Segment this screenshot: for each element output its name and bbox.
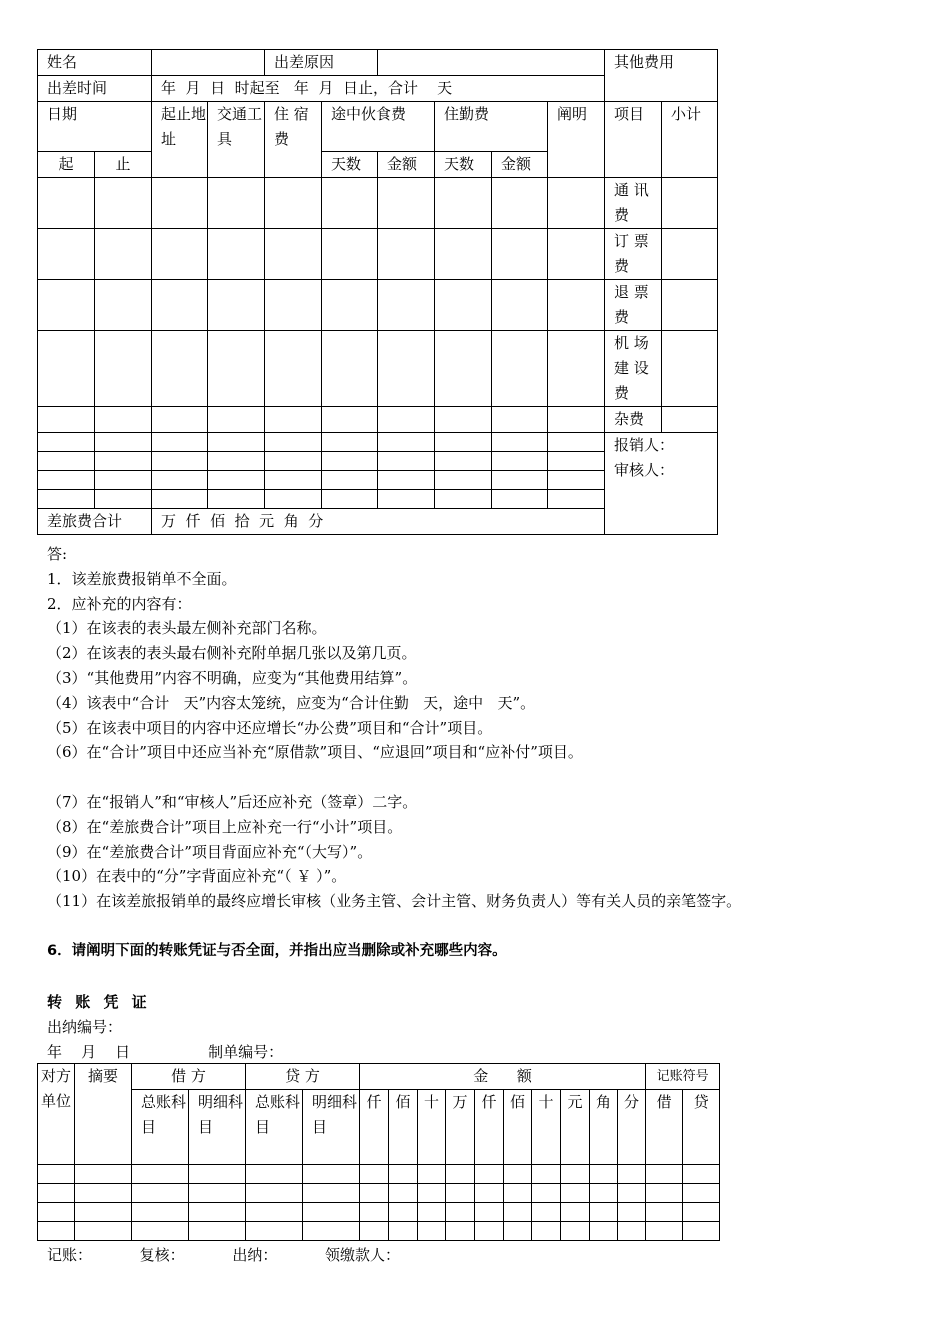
voucher-cell[interactable] bbox=[303, 1222, 360, 1241]
data-cell[interactable] bbox=[548, 452, 605, 471]
data-cell[interactable] bbox=[492, 178, 548, 229]
subtotal-cell[interactable] bbox=[662, 178, 718, 229]
summary-header: 摘要 bbox=[75, 1064, 132, 1165]
voucher-cell[interactable] bbox=[504, 1203, 532, 1222]
other-item-booking: 订 票 费 bbox=[605, 229, 662, 280]
subtotal-cell[interactable] bbox=[662, 407, 718, 433]
voucher-header bbox=[47, 990, 283, 1065]
answer-line: （9）在“差旅费合计”项目背面应补充“（大写）”。 bbox=[47, 842, 373, 861]
debit-header: 借 方 bbox=[132, 1064, 246, 1090]
data-cell[interactable] bbox=[378, 229, 435, 280]
data-cell[interactable] bbox=[265, 178, 322, 229]
answer-line: 1．该差旅费报销单不全面。 bbox=[47, 569, 237, 588]
digit-header: 仟 bbox=[475, 1090, 504, 1165]
voucher-cell[interactable] bbox=[532, 1165, 561, 1184]
subtotal-header: 小计 bbox=[662, 102, 718, 178]
data-cell[interactable] bbox=[378, 471, 435, 490]
data-cell[interactable] bbox=[208, 471, 265, 490]
answer-line: （10）在表中的“分”字背面应补充“（ ￥ ）”。 bbox=[47, 867, 347, 886]
other-item-misc: 杂费 bbox=[605, 407, 662, 433]
data-cell[interactable] bbox=[265, 471, 322, 490]
data-cell[interactable] bbox=[265, 490, 322, 509]
other-expenses-label: 其他费用 bbox=[605, 50, 718, 102]
digit-header: 仟 bbox=[360, 1090, 389, 1165]
meal-header: 途中伙食费 bbox=[322, 102, 435, 152]
subtotal-cell[interactable] bbox=[662, 280, 718, 331]
mark-debit-header: 借 bbox=[646, 1090, 683, 1165]
data-cell[interactable] bbox=[208, 490, 265, 509]
voucher-cell[interactable] bbox=[561, 1165, 590, 1184]
data-cell[interactable] bbox=[435, 331, 492, 407]
data-cell[interactable] bbox=[38, 280, 95, 331]
voucher-cell[interactable] bbox=[561, 1222, 590, 1241]
data-cell[interactable] bbox=[322, 407, 378, 433]
answer-line: （4）该表中“合计 天”内容太笼统，应变为“合计住勤 天，途中 天”。 bbox=[47, 693, 536, 712]
data-cell[interactable] bbox=[548, 407, 605, 433]
data-cell[interactable] bbox=[322, 178, 378, 229]
credit-detail-account: 明细科目 bbox=[303, 1090, 360, 1165]
data-cell[interactable] bbox=[322, 471, 378, 490]
data-cell[interactable] bbox=[208, 178, 265, 229]
data-cell[interactable] bbox=[378, 280, 435, 331]
meal-days-header: 天数 bbox=[322, 152, 378, 178]
voucher-cell[interactable] bbox=[38, 1203, 75, 1222]
voucher-cell[interactable] bbox=[561, 1203, 590, 1222]
data-cell[interactable] bbox=[322, 433, 378, 452]
data-cell[interactable] bbox=[378, 433, 435, 452]
data-cell[interactable] bbox=[548, 471, 605, 490]
data-cell[interactable] bbox=[378, 331, 435, 407]
data-cell[interactable] bbox=[95, 471, 152, 490]
voucher-cell[interactable] bbox=[38, 1222, 75, 1241]
voucher-cell[interactable] bbox=[504, 1165, 532, 1184]
voucher-cell[interactable] bbox=[389, 1203, 418, 1222]
data-cell[interactable] bbox=[322, 229, 378, 280]
data-cell[interactable] bbox=[378, 407, 435, 433]
voucher-cell[interactable] bbox=[38, 1184, 75, 1203]
digit-header: 角 bbox=[590, 1090, 618, 1165]
data-cell[interactable] bbox=[38, 490, 95, 509]
voucher-cell[interactable] bbox=[646, 1222, 683, 1241]
voucher-cell[interactable] bbox=[532, 1222, 561, 1241]
data-cell[interactable] bbox=[152, 280, 208, 331]
data-cell[interactable] bbox=[548, 433, 605, 452]
data-cell[interactable] bbox=[38, 178, 95, 229]
voucher-cell[interactable] bbox=[132, 1184, 189, 1203]
question-6: 6．请阐明下面的转账凭证与否全面，并指出应当删除或补充哪些内容。 bbox=[47, 943, 507, 959]
address-header: 起止地址 bbox=[152, 102, 208, 178]
data-cell[interactable] bbox=[378, 490, 435, 509]
answer-section bbox=[47, 542, 927, 914]
data-cell[interactable] bbox=[322, 452, 378, 471]
voucher-cell[interactable] bbox=[683, 1165, 720, 1184]
voucher-cell[interactable] bbox=[389, 1184, 418, 1203]
voucher-cell[interactable] bbox=[360, 1203, 389, 1222]
data-cell[interactable] bbox=[208, 433, 265, 452]
data-cell[interactable] bbox=[492, 331, 548, 407]
digit-header: 佰 bbox=[389, 1090, 418, 1165]
data-cell[interactable] bbox=[38, 229, 95, 280]
data-cell[interactable] bbox=[492, 471, 548, 490]
answer-line: 2．应补充的内容有： bbox=[47, 594, 192, 613]
voucher-cell[interactable] bbox=[418, 1184, 446, 1203]
voucher-cell[interactable] bbox=[504, 1184, 532, 1203]
amount-header: 金 额 bbox=[360, 1064, 646, 1090]
data-cell[interactable] bbox=[548, 490, 605, 509]
voucher-cell[interactable] bbox=[646, 1184, 683, 1203]
data-cell[interactable] bbox=[265, 407, 322, 433]
work-amount-header: 金额 bbox=[492, 152, 548, 178]
answer-line: （6）在“合计”项目中还应当补充“原借款”项目、“应退回”项目和“应补付”项目。 bbox=[47, 743, 583, 762]
digit-header: 分 bbox=[618, 1090, 646, 1165]
voucher-cell[interactable] bbox=[532, 1184, 561, 1203]
voucher-cell[interactable] bbox=[360, 1165, 389, 1184]
voucher-cell[interactable] bbox=[475, 1222, 504, 1241]
data-cell[interactable] bbox=[265, 280, 322, 331]
reason-label: 出差原因 bbox=[265, 50, 378, 76]
data-cell[interactable] bbox=[492, 452, 548, 471]
data-cell[interactable] bbox=[152, 471, 208, 490]
end-header: 止 bbox=[95, 152, 152, 178]
reason-value[interactable] bbox=[378, 50, 605, 76]
voucher-cell[interactable] bbox=[246, 1184, 303, 1203]
voucher-cell[interactable] bbox=[475, 1165, 504, 1184]
data-cell[interactable] bbox=[38, 433, 95, 452]
subtotal-cell[interactable] bbox=[662, 331, 718, 407]
voucher-cell[interactable] bbox=[446, 1222, 475, 1241]
voucher-cell[interactable] bbox=[303, 1203, 360, 1222]
voucher-cell[interactable] bbox=[246, 1165, 303, 1184]
data-cell[interactable] bbox=[435, 178, 492, 229]
data-cell[interactable] bbox=[492, 229, 548, 280]
data-cell[interactable] bbox=[435, 490, 492, 509]
data-cell[interactable] bbox=[435, 407, 492, 433]
date-header: 日期 bbox=[38, 102, 152, 152]
voucher-cell[interactable] bbox=[590, 1165, 618, 1184]
answer-line: （2）在该表的表头最右侧补充附单据几张以及第几页。 bbox=[47, 644, 417, 663]
voucher-cell[interactable] bbox=[246, 1222, 303, 1241]
voucher-cell[interactable] bbox=[590, 1184, 618, 1203]
voucher-cell[interactable] bbox=[38, 1165, 75, 1184]
data-cell[interactable] bbox=[208, 280, 265, 331]
data-cell[interactable] bbox=[38, 331, 95, 407]
data-cell[interactable] bbox=[152, 490, 208, 509]
blank-line bbox=[47, 765, 927, 790]
voucher-cell[interactable] bbox=[504, 1222, 532, 1241]
data-cell[interactable] bbox=[265, 331, 322, 407]
voucher-cell[interactable] bbox=[189, 1203, 246, 1222]
data-cell[interactable] bbox=[95, 178, 152, 229]
voucher-cell[interactable] bbox=[132, 1165, 189, 1184]
data-cell[interactable] bbox=[378, 452, 435, 471]
start-header: 起 bbox=[38, 152, 95, 178]
data-cell[interactable] bbox=[548, 280, 605, 331]
travel-expense-form bbox=[37, 49, 718, 535]
claimant-label: 报销人： bbox=[614, 436, 675, 454]
answer-line: （7）在“报销人”和“审核人”后还应补充（签章）二字。 bbox=[47, 792, 418, 811]
data-cell[interactable] bbox=[95, 280, 152, 331]
voucher-cell[interactable] bbox=[618, 1222, 646, 1241]
voucher-date: 年 月 日 bbox=[47, 1043, 131, 1061]
explain-header: 阐明 bbox=[548, 102, 605, 178]
data-cell[interactable] bbox=[265, 433, 322, 452]
make-number: 制单编号： bbox=[208, 1043, 284, 1061]
voucher-cell[interactable] bbox=[683, 1203, 720, 1222]
mark-header: 记账符号 bbox=[646, 1064, 720, 1090]
voucher-cell[interactable] bbox=[646, 1203, 683, 1222]
mark-credit-header: 贷 bbox=[683, 1090, 720, 1165]
trip-time-value: 年 月 日 时起至 年 月 日止，合计 天 bbox=[152, 76, 605, 102]
voucher-cell[interactable] bbox=[532, 1203, 561, 1222]
meal-amount-header: 金额 bbox=[378, 152, 435, 178]
voucher-cell[interactable] bbox=[475, 1184, 504, 1203]
signature-box bbox=[605, 433, 718, 535]
data-cell[interactable] bbox=[322, 280, 378, 331]
data-cell[interactable] bbox=[95, 490, 152, 509]
name-value[interactable] bbox=[152, 50, 265, 76]
data-cell[interactable] bbox=[435, 280, 492, 331]
cashier-number: 出纳编号： bbox=[47, 1018, 123, 1036]
voucher-cell[interactable] bbox=[75, 1222, 132, 1241]
data-cell[interactable] bbox=[548, 331, 605, 407]
answer-line: 答: bbox=[47, 545, 68, 563]
data-cell[interactable] bbox=[322, 490, 378, 509]
data-cell[interactable] bbox=[435, 471, 492, 490]
voucher-cell[interactable] bbox=[618, 1203, 646, 1222]
voucher-cell[interactable] bbox=[303, 1184, 360, 1203]
voucher-cell[interactable] bbox=[246, 1203, 303, 1222]
data-cell[interactable] bbox=[152, 229, 208, 280]
data-cell[interactable] bbox=[492, 490, 548, 509]
voucher-cell[interactable] bbox=[360, 1184, 389, 1203]
data-cell[interactable] bbox=[38, 407, 95, 433]
transfer-voucher-table bbox=[37, 1063, 720, 1241]
data-cell[interactable] bbox=[38, 452, 95, 471]
data-cell[interactable] bbox=[435, 229, 492, 280]
data-cell[interactable] bbox=[95, 407, 152, 433]
data-cell[interactable] bbox=[95, 433, 152, 452]
data-cell[interactable] bbox=[378, 178, 435, 229]
data-cell[interactable] bbox=[208, 407, 265, 433]
data-cell[interactable] bbox=[322, 331, 378, 407]
voucher-cell[interactable] bbox=[683, 1184, 720, 1203]
voucher-cell[interactable] bbox=[561, 1184, 590, 1203]
debit-general-account: 总账科目 bbox=[132, 1090, 189, 1165]
data-cell[interactable] bbox=[152, 407, 208, 433]
data-cell[interactable] bbox=[95, 331, 152, 407]
voucher-footer: 记账： 复核： 出纳： 领缴款人： bbox=[47, 1246, 401, 1264]
work-fee-header: 住勤费 bbox=[435, 102, 548, 152]
voucher-cell[interactable] bbox=[418, 1222, 446, 1241]
voucher-cell[interactable] bbox=[75, 1184, 132, 1203]
voucher-cell[interactable] bbox=[360, 1222, 389, 1241]
name-label: 姓名 bbox=[38, 50, 152, 76]
voucher-title: 转 账 凭 证 bbox=[47, 993, 151, 1011]
voucher-cell[interactable] bbox=[303, 1165, 360, 1184]
data-cell[interactable] bbox=[492, 407, 548, 433]
data-cell[interactable] bbox=[492, 433, 548, 452]
reviewer-label: 审核人： bbox=[614, 461, 675, 479]
data-cell[interactable] bbox=[265, 229, 322, 280]
voucher-cell[interactable] bbox=[389, 1165, 418, 1184]
debit-detail-account: 明细科目 bbox=[189, 1090, 246, 1165]
voucher-cell[interactable] bbox=[590, 1222, 618, 1241]
trip-time-label: 出差时间 bbox=[38, 76, 152, 102]
voucher-cell[interactable] bbox=[446, 1203, 475, 1222]
data-cell[interactable] bbox=[95, 229, 152, 280]
voucher-cell[interactable] bbox=[189, 1165, 246, 1184]
total-units: 万 仟 佰 拾 元 角 分 bbox=[152, 509, 605, 535]
data-cell[interactable] bbox=[208, 452, 265, 471]
other-item-refund: 退 票 费 bbox=[605, 280, 662, 331]
voucher-cell[interactable] bbox=[446, 1184, 475, 1203]
voucher-cell[interactable] bbox=[418, 1203, 446, 1222]
answer-line: （5）在该表中项目的内容中还应增长“办公费”项目和“合计”项目。 bbox=[47, 718, 493, 737]
voucher-cell[interactable] bbox=[132, 1222, 189, 1241]
data-cell[interactable] bbox=[152, 452, 208, 471]
answer-line: （8）在“差旅费合计”项目上应补充一行“小计”项目。 bbox=[47, 817, 403, 836]
voucher-cell[interactable] bbox=[75, 1203, 132, 1222]
total-label: 差旅费合计 bbox=[38, 509, 152, 535]
item-header: 项目 bbox=[605, 102, 662, 178]
voucher-cell[interactable] bbox=[446, 1165, 475, 1184]
data-cell[interactable] bbox=[152, 331, 208, 407]
lodging-header: 住 宿 费 bbox=[265, 102, 322, 178]
data-cell[interactable] bbox=[265, 452, 322, 471]
data-cell[interactable] bbox=[435, 433, 492, 452]
data-cell[interactable] bbox=[435, 452, 492, 471]
voucher-cell[interactable] bbox=[646, 1165, 683, 1184]
voucher-cell[interactable] bbox=[683, 1222, 720, 1241]
data-cell[interactable] bbox=[548, 229, 605, 280]
voucher-cell[interactable] bbox=[132, 1203, 189, 1222]
transport-header: 交通工具 bbox=[208, 102, 265, 178]
credit-general-account: 总账科目 bbox=[246, 1090, 303, 1165]
voucher-cell[interactable] bbox=[389, 1222, 418, 1241]
digit-header: 万 bbox=[446, 1090, 475, 1165]
voucher-cell[interactable] bbox=[189, 1222, 246, 1241]
other-item-telecom: 通 讯 费 bbox=[605, 178, 662, 229]
digit-header: 佰 bbox=[504, 1090, 532, 1165]
voucher-cell[interactable] bbox=[418, 1165, 446, 1184]
counterparty-header: 对方单位 bbox=[38, 1064, 75, 1165]
voucher-cell[interactable] bbox=[590, 1203, 618, 1222]
data-cell[interactable] bbox=[95, 452, 152, 471]
digit-header: 十 bbox=[418, 1090, 446, 1165]
data-cell[interactable] bbox=[548, 178, 605, 229]
voucher-cell[interactable] bbox=[475, 1203, 504, 1222]
data-cell[interactable] bbox=[492, 280, 548, 331]
answer-line: （11）在该差旅报销单的最终应增长审核（业务主管、会计主管、财务负责人）等有关人员的亲笔签字。 bbox=[47, 892, 742, 911]
digit-header: 十 bbox=[532, 1090, 561, 1165]
other-item-airport: 机 场 建 设 费 bbox=[605, 331, 662, 407]
digit-header: 元 bbox=[561, 1090, 590, 1165]
data-cell[interactable] bbox=[152, 433, 208, 452]
work-days-header: 天数 bbox=[435, 152, 492, 178]
credit-header: 贷 方 bbox=[246, 1064, 360, 1090]
voucher-cell[interactable] bbox=[618, 1184, 646, 1203]
data-cell[interactable] bbox=[208, 229, 265, 280]
data-cell[interactable] bbox=[208, 331, 265, 407]
data-cell[interactable] bbox=[38, 471, 95, 490]
voucher-cell[interactable] bbox=[75, 1165, 132, 1184]
answer-line: （3）“其他费用”内容不明确，应变为“其他费用结算”。 bbox=[47, 668, 418, 687]
answer-line: （1）在该表的表头最左侧补充部门名称。 bbox=[47, 619, 327, 638]
subtotal-cell[interactable] bbox=[662, 229, 718, 280]
voucher-cell[interactable] bbox=[618, 1165, 646, 1184]
voucher-cell[interactable] bbox=[189, 1184, 246, 1203]
data-cell[interactable] bbox=[152, 178, 208, 229]
